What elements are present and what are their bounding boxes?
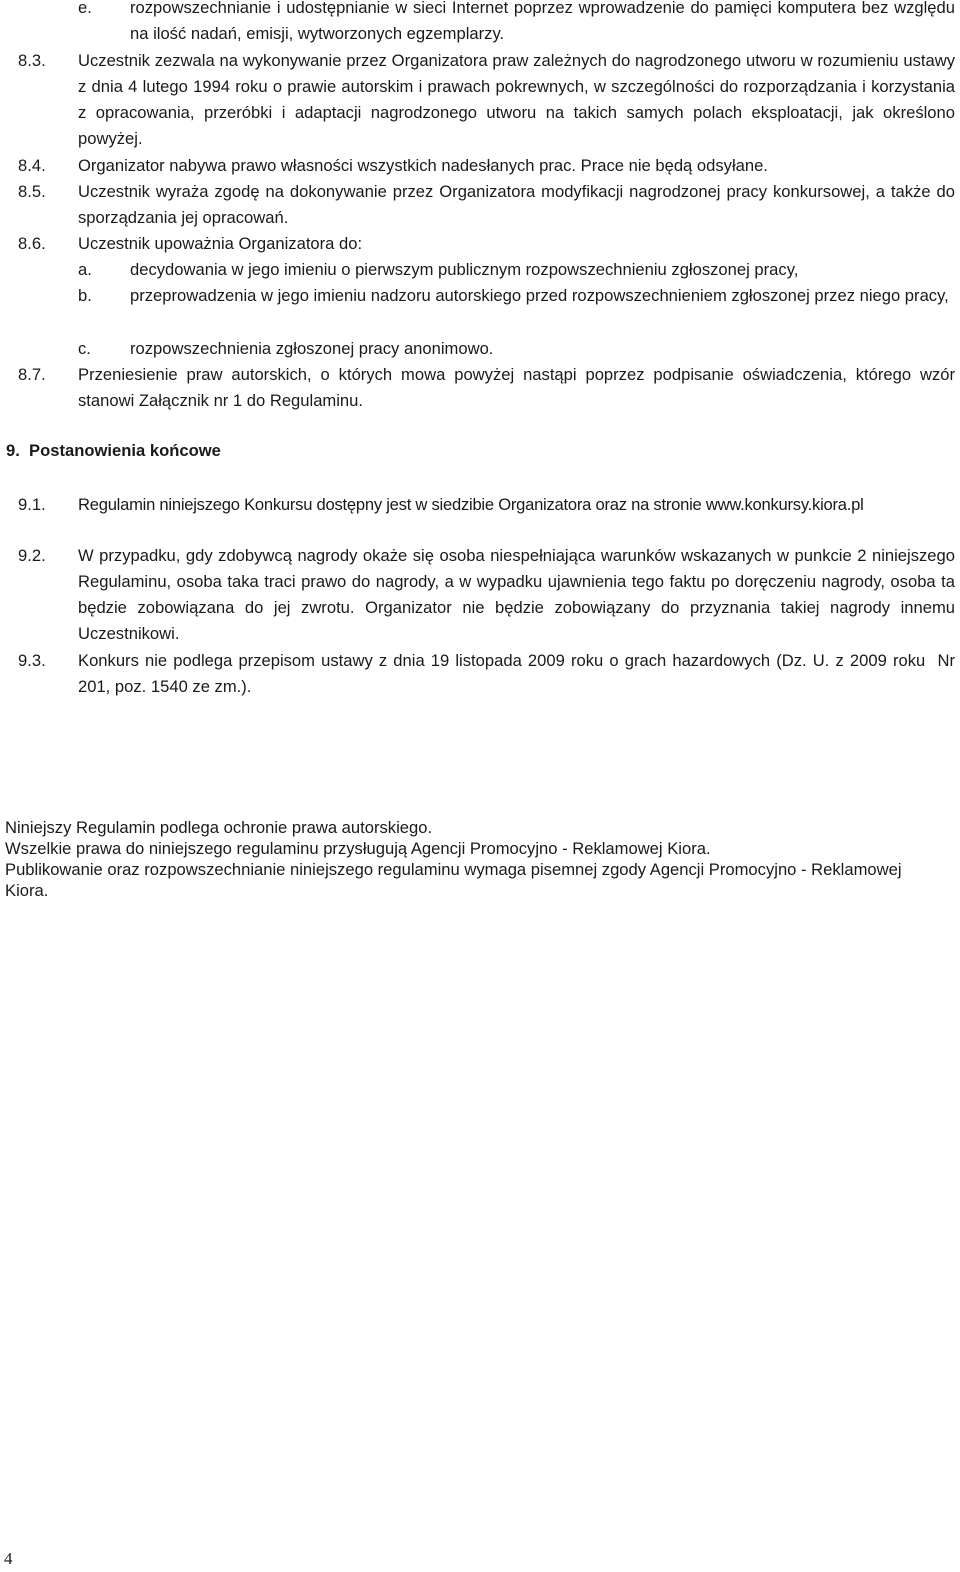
copyright-line: Niniejszy Regulamin podlega ochronie prawa autorskiego. <box>5 818 433 837</box>
paragraph-text: Uczestnik zezwala na wykonywanie przez Organizatora praw zależnych do nagrodzonego utworu w rozumieniu ustawy z dnia 4 lutego 1994 roku o prawie autorskim i prawach pokrewnych, w szczególności do rozporządzania i korzystania z opracowania, przeróbki i adaptacji nagrodzonego utworu na takich samych polach eksploatacji, jak określono powyżej. <box>78 51 955 148</box>
paragraph-number: 8.6. <box>18 234 46 253</box>
item-text: rozpowszechnienia zgłoszonej pracy anonimowo. <box>130 339 494 358</box>
item-letter: e. <box>78 0 92 17</box>
paragraph-number: 8.5. <box>18 182 46 201</box>
item-letter: b. <box>78 286 92 305</box>
item-text: decydowania w jego imieniu o pierwszym publicznym rozpowszechnieniu zgłoszonej pracy, <box>130 260 799 279</box>
item-letter: c. <box>78 339 91 358</box>
copyright-notice <box>5 817 920 901</box>
copyright-line: Wszelkie prawa do niniejszego regulaminu przysługują Agencji Promocyjno - Reklamowej Kiora. <box>5 839 711 858</box>
paragraph-number: 8.4. <box>18 156 46 175</box>
paragraph-text: W przypadku, gdy zdobywcą nagrody okaże się osoba niespełniająca warunków wskazanych w punkcie 2 niniejszego Regulaminu, osoba taka traci prawo do nagrody, a w wypadku ujawnienia tego faktu po doręczeniu nagrody, osoba ta będzie zobowiązana do jej zwrotu. Organizator nie będzie zobowiązany do przyznania takiej nagrody innemu Uczestnikowi. <box>78 546 955 643</box>
item-letter: a. <box>78 260 92 279</box>
paragraph-text: Uczestnik wyraża zgodę na dokonywanie przez Organizatora modyfikacji nagrodzonej pracy konkursowej, a także do sporządzania jej opracowań. <box>78 182 955 227</box>
paragraph-number: 8.7. <box>18 365 46 384</box>
item-text: przeprowadzenia w jego imieniu nadzoru autorskiego przed rozpowszechnieniem zgłoszonej przez niego pracy, <box>130 286 949 305</box>
page-number: 4 <box>4 1549 13 1568</box>
paragraph-text: Przeniesienie praw autorskich, o których mowa powyżej nastąpi poprzez podpisanie oświadczenia, którego wzór stanowi Załącznik nr 1 do Regulaminu. <box>78 365 955 410</box>
paragraph-text: Regulamin niniejszego Konkursu dostępny jest w siedzibie Organizatora oraz na stronie www.konkursy.kiora.pl <box>78 495 864 514</box>
paragraph-text: Konkurs nie podlega przepisom ustawy z dnia 19 listopada 2009 roku o grach hazardowych (Dz. U. z 2009 roku Nr 201, poz. 1540 ze zm.). <box>78 651 960 696</box>
paragraph-number: 9.3. <box>18 651 46 670</box>
section-heading: 9. Postanowienia końcowe <box>6 441 221 460</box>
paragraph-number: 9.2. <box>18 546 46 565</box>
item-text: rozpowszechnianie i udostępnianie w sieci Internet poprzez wprowadzenie do pamięci komputera bez względu na ilość nadań, emisji, wytworzonych egzemplarzy. <box>130 0 955 43</box>
paragraph-number: 8.3. <box>18 51 46 70</box>
copyright-line: Publikowanie oraz rozpowszechnianie niniejszego regulaminu wymaga pisemnej zgody Agencji Promocyjno - Reklamowej Kiora. <box>5 860 902 900</box>
paragraph-text: Organizator nabywa prawo własności wszystkich nadesłanych prac. Prace nie będą odsyłane. <box>78 156 768 175</box>
paragraph-text: Uczestnik upoważnia Organizatora do: <box>78 234 363 253</box>
paragraph-number: 9.1. <box>18 495 46 514</box>
